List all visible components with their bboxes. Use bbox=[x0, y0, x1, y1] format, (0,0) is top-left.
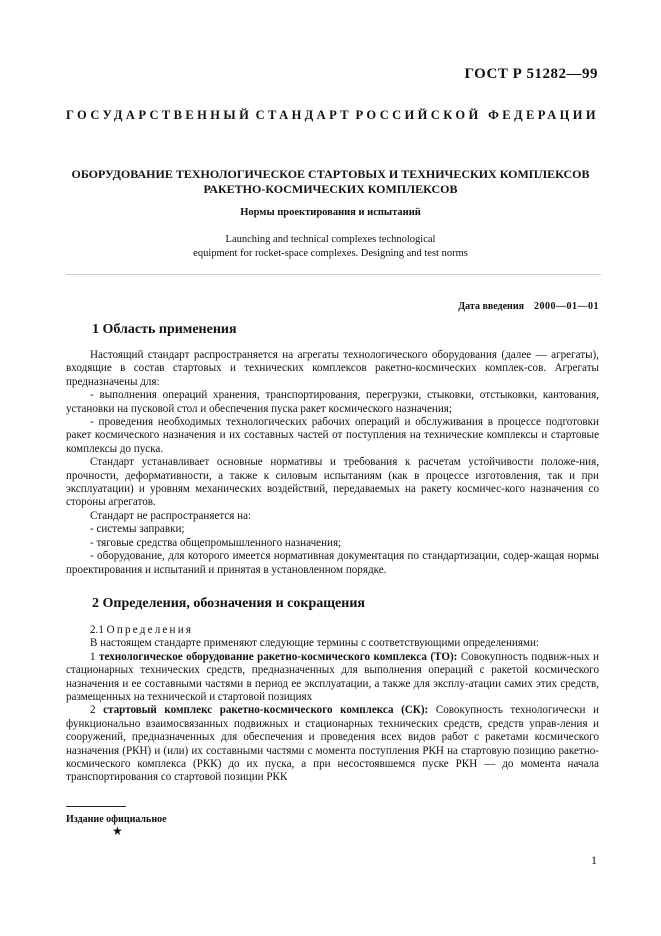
term-1-name: технологическое оборудование ракетно-космического комплекса (ТО): bbox=[99, 650, 458, 663]
section-2-intro: В настоящем стандарте применяют следующие термины с соответствующими определениями: bbox=[90, 637, 539, 650]
section-1-paragraph: Стандарт устанавливает основные нормативы и требования к расчетам устойчивости положе-ния, прочности, деформативности, а также к силовым испытаниям (как в процессе изготовления, так и при эксплуатации) и уровням механических воздействий, передаваемых на ракету космичес-кого назначения со стороны агрегатов. bbox=[66, 456, 599, 509]
subsection-2-1 bbox=[66, 624, 599, 637]
state-standard-word-3: РОССИЙСКОЙ ФЕДЕРАЦИИ bbox=[355, 108, 599, 122]
term-1-definition: Совокупность подвиж-ных и стационарных технических средств, предназначенных для выполнения операций с ракетой космического назначения и ее составными частями в период ее эксплуатации, а также для эксплу-атации самих этих средств, размещенных на технической и стартовой позициях bbox=[66, 650, 599, 704]
term-2-number: 2 bbox=[90, 704, 96, 717]
title-line-2: РАКЕТНО-КОСМИЧЕСКИХ КОМПЛЕКСОВ bbox=[203, 182, 458, 196]
section-2-heading: 2 Определения, обозначения и сокращения bbox=[92, 596, 365, 611]
intro-date-value: 2000—01—01 bbox=[534, 301, 599, 312]
section-1-paragraph: - оборудование, для которого имеется нормативная документация по стандартизации, содер-жащая нормы проектирования и испытаний и принятая в установленном порядке. bbox=[66, 550, 599, 576]
state-standard-heading bbox=[66, 108, 599, 123]
doc-code: ГОСТ Р 51282—99 bbox=[464, 66, 598, 82]
section-1-paragraph: - системы заправки; bbox=[90, 523, 185, 536]
english-title-line-1: Launching and technical complexes technological bbox=[225, 234, 436, 245]
title-line-1: ОБОРУДОВАНИЕ ТЕХНОЛОГИЧЕСКОЕ СТАРТОВЫХ И ТЕХНИЧЕСКИХ КОМПЛЕКСОВ bbox=[71, 167, 590, 181]
section-1-heading: 1 Область применения bbox=[92, 322, 237, 337]
section-1-paragraph: Настоящий стандарт распространяется на агрегаты технологического оборудования (далее — агрегаты), входящие в состав стартовых и технических комплексов ракетно-космических комплек-сов. Агрегаты предназначены для: bbox=[66, 349, 599, 388]
term-2 bbox=[66, 704, 599, 784]
english-title bbox=[60, 233, 601, 261]
state-standard-word-1: ГОСУДАРСТВЕННЫЙ bbox=[66, 108, 253, 122]
intro-date-label: Дата введения bbox=[458, 301, 524, 312]
term-2-definition: Совокупность технологически и функционально взаимосвязанных подвижных и стационарных технических средств, средств управ-ления и сооружений, предназначенных для обеспечения и проведения всех видов работ с ракетами космического назначения (РКН) и (или) их составными частями с момента поступления РКН на стартовую позицию ракетно-космического комплекса (РКК) до их пуска, а при несостоявшемся пуске РКН — до момента начала транспортирования со стартовой позиции РКК bbox=[66, 704, 599, 784]
document-title bbox=[60, 167, 601, 197]
term-1-number: 1 bbox=[90, 650, 96, 663]
page-number: 1 bbox=[591, 853, 597, 867]
term-1 bbox=[66, 651, 599, 705]
edition-note: Издание официальное bbox=[66, 814, 167, 825]
document-subtitle: Нормы проектирования и испытаний bbox=[240, 207, 421, 218]
section-2-body bbox=[66, 624, 599, 785]
english-title-line-2: equipment for rocket-space complexes. Designing and test norms bbox=[193, 248, 468, 259]
intro-date bbox=[458, 301, 599, 312]
section-1-body bbox=[66, 349, 599, 577]
state-standard-word-2: СТАНДАРТ bbox=[255, 108, 353, 122]
section-1-paragraph: - тяговые средства общепромышленного назначения; bbox=[90, 536, 342, 549]
subsection-label: Определения bbox=[106, 624, 194, 636]
section-1-paragraph: - выполнения операций хранения, транспортирования, перегрузки, стыковки, отстыковки, кантования, установки на пусковой стол и обеспечения пуска ракет космического назначения; bbox=[66, 389, 599, 415]
star-icon: ★ bbox=[112, 824, 123, 838]
subsection-number: 2.1 bbox=[90, 624, 104, 636]
footer-divider bbox=[66, 806, 126, 807]
header-divider bbox=[66, 274, 601, 275]
section-1-paragraph: - проведения необходимых технологических рабочих операций и обслуживания в процессе подготовки ракет космического назначения и их составных частей от поступления на технические комплексы и стартовые комплексы до пуска. bbox=[66, 416, 599, 455]
term-2-name: стартовый комплекс ракетно-космического комплекса (СК): bbox=[103, 704, 429, 717]
section-1-paragraph: Стандарт не распространяется на: bbox=[90, 509, 252, 522]
